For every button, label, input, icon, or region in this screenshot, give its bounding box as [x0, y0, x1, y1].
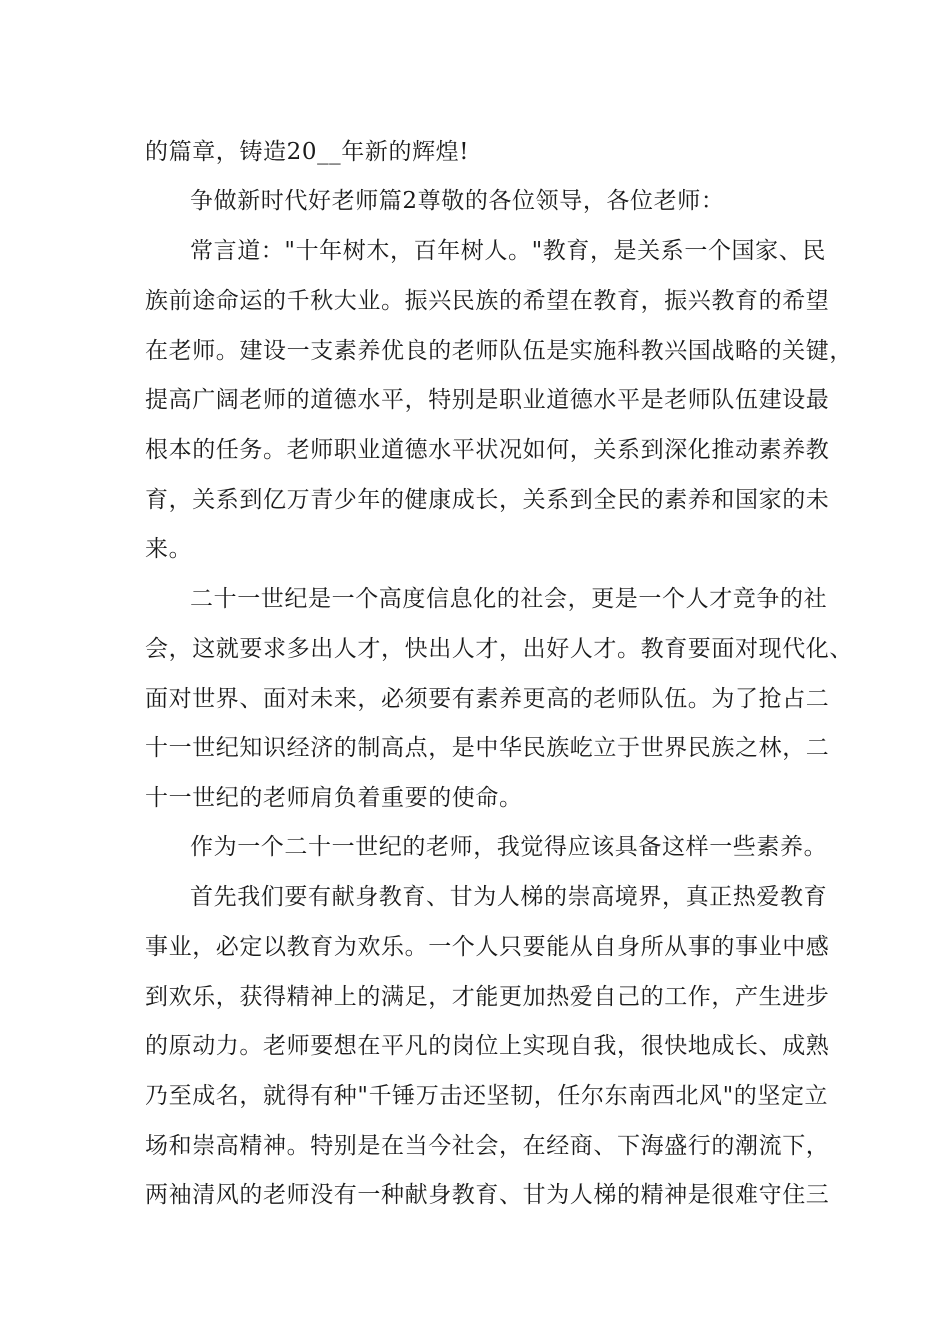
text-line: 的篇章，铸造20__年新的辉煌! [145, 139, 470, 165]
text-line: 提高广阔老师的道德水平，特别是职业道德水平是老师队伍建设最 [145, 387, 830, 413]
text-line: 两袖清风的老师没有一种献身教育、甘为人梯的精神是很难守住三 [145, 1182, 830, 1208]
text-line: 乃至成名，就得有种"千锤万击还坚韧，任尔东南西北风"的坚定立 [145, 1083, 829, 1109]
text-line: 十一世纪的老师肩负着重要的使命。 [145, 785, 523, 811]
text-line: 到欢乐，获得精神上的满足，才能更加热爱自己的工作，产生进步 [145, 984, 830, 1010]
text-line: 根本的任务。老师职业道德水平状况如何，关系到深化推动素养教 [145, 437, 830, 463]
text-line: 面对世界、面对未来，必须要有素养更高的老师队伍。为了抢占二 [145, 686, 830, 712]
text-line: 族前途命运的千秋大业。振兴民族的希望在教育，振兴教育的希望 [145, 288, 830, 314]
text-line: 首先我们要有献身教育、甘为人梯的崇高境界，真正热爱教育 [190, 884, 828, 910]
text-line: 二十一世纪是一个高度信息化的社会，更是一个人才竞争的社 [190, 586, 828, 612]
text-line: 会，这就要求多出人才，快出人才，出好人才。教育要面对现代化、 [145, 636, 853, 662]
text-line: 常言道："十年树木，百年树人。"教育，是关系一个国家、民 [190, 238, 826, 264]
text-line: 事业，必定以教育为欢乐。一个人只要能从自身所从事的事业中感 [145, 934, 830, 960]
text-line: 场和崇高精神。特别是在当今社会，在经商、下海盛行的潮流下， [145, 1133, 830, 1159]
text-line: 的原动力。老师要想在平凡的岗位上实现自我，很快地成长、成熟 [145, 1033, 830, 1059]
text-line: 争做新时代好老师篇2尊敬的各位领导，各位老师： [190, 188, 725, 214]
text-line: 在老师。建设一支素养优良的老师队伍是实施科教兴国战略的关键， [145, 338, 853, 364]
text-line: 十一世纪知识经济的制高点，是中华民族屹立于世界民族之林，二 [145, 735, 830, 761]
text-line: 育，关系到亿万青少年的健康成长，关系到全民的素养和国家的未 [145, 487, 830, 513]
text-line: 作为一个二十一世纪的老师，我觉得应该具备这样一些素养。 [190, 834, 828, 860]
text-line: 来。 [145, 536, 193, 562]
